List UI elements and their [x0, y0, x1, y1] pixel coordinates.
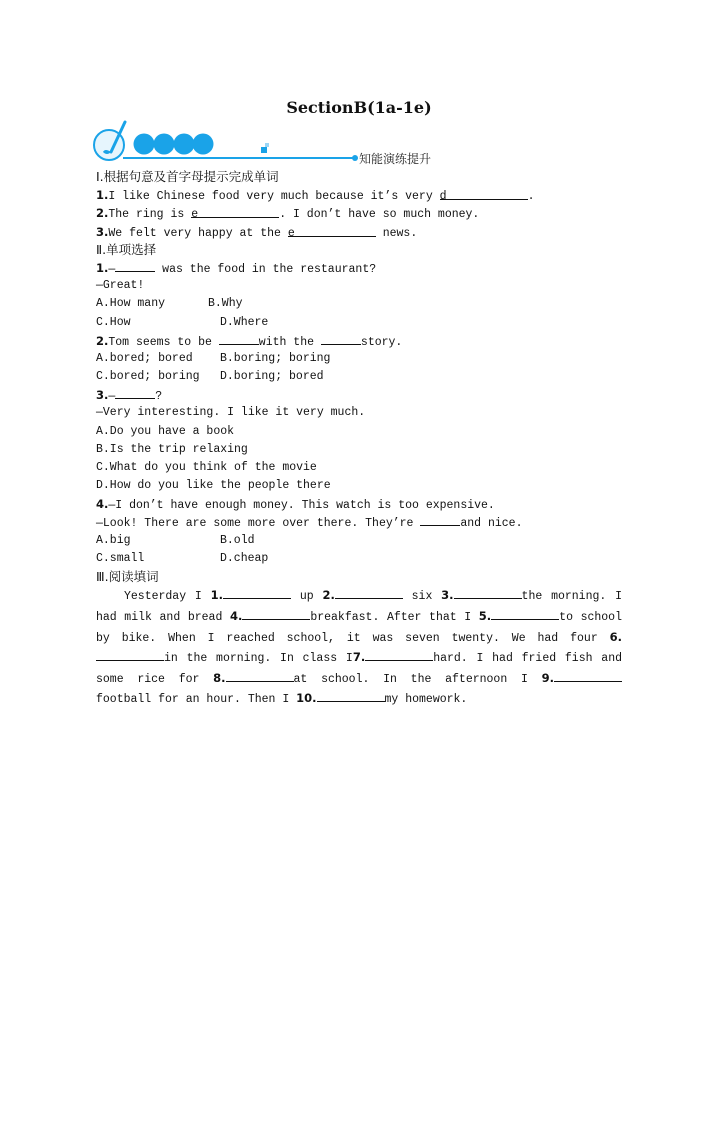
reading-paragraph: Yesterday I 1. up 2. six 3. the morning. I had milk and bread 4. breakfast. After that I 5. to school by bike. When I reached school, it was seven twenty. We had four 6.in the morning. In class I7. hard. I had fried fish and some rice for 8. at school. In the afternoon I 9. football for an hour. Then I 10. my homework. — [96, 588, 622, 707]
para-blank-5[interactable] — [491, 608, 559, 620]
para-blank-4[interactable] — [242, 608, 310, 620]
section-3-heading: Ⅲ.阅读填词 — [96, 569, 159, 585]
option-d[interactable]: D.cheap — [220, 551, 269, 565]
option-c[interactable]: C.How — [96, 315, 131, 329]
s2-q3-reply: —Very interesting. I like it very much. — [96, 406, 366, 420]
para-blank-3[interactable] — [454, 587, 522, 599]
para-blank-8[interactable] — [226, 670, 294, 682]
option-c[interactable]: C.small — [96, 551, 145, 565]
s2-q3: 3.— ? — [96, 388, 163, 404]
s2-q4-blank[interactable] — [420, 514, 460, 526]
option-a[interactable]: A.How many — [96, 297, 166, 311]
banner-dot-4 — [193, 134, 214, 155]
option-c[interactable]: C.bored; boring — [96, 370, 200, 384]
s2-q1-blank[interactable] — [115, 260, 155, 272]
option-c[interactable]: C.What do you think of the movie — [96, 461, 317, 474]
s1-blank-3[interactable]: e — [288, 225, 376, 237]
s1-item-3: 3.We felt very happy at the e news. — [96, 224, 418, 240]
s2-q2-blank-2[interactable] — [321, 333, 361, 345]
para-blank-10[interactable] — [317, 690, 385, 702]
banner-end-dot — [352, 155, 358, 161]
s2-q2: 2.Tom seems to be with the story. — [96, 333, 403, 349]
s1-blank-1[interactable]: d — [440, 188, 528, 200]
s2-q1-reply: —Great! — [96, 279, 145, 293]
worksheet-content — [96, 168, 636, 710]
s2-q2-options-cd — [96, 368, 636, 386]
para-blank-6[interactable] — [96, 649, 164, 661]
option-b[interactable]: B.Why — [208, 297, 243, 311]
banner-label: 知能演练提升 — [359, 152, 432, 166]
para-blank-1[interactable] — [223, 587, 291, 599]
s2-q2-options-ab — [96, 350, 636, 368]
s1-item-2: 2.The ring is e . I don’t have so much money. — [96, 206, 480, 222]
option-b[interactable]: B.Is the trip relaxing — [96, 442, 248, 456]
option-d[interactable]: D.How do you like the people there — [96, 479, 331, 493]
option-d[interactable]: D.boring; bored — [220, 370, 324, 384]
banner-dot-1 — [134, 134, 155, 155]
s2-q4: 4.—I don’t have enough money. This watch is too expensive. — [96, 497, 495, 513]
para-blank-2[interactable] — [335, 587, 403, 599]
banner-square-icon — [261, 147, 267, 153]
para-blank-7[interactable] — [365, 649, 433, 661]
banner-dot-2 — [154, 134, 175, 155]
s2-q4-options-ab — [96, 532, 636, 550]
s2-q3-blank[interactable] — [115, 387, 155, 399]
s2-q1-options-ab — [96, 295, 636, 313]
section-2-heading: Ⅱ.单项选择 — [96, 241, 157, 257]
option-b[interactable]: B.old — [220, 533, 255, 547]
s1-item-1: 1.I like Chinese food very much because it’s very d . — [96, 188, 535, 204]
s1-blank-2[interactable]: e — [191, 206, 279, 218]
section-1-heading: Ⅰ.根据句意及首字母提示完成单词 — [96, 169, 279, 184]
s2-q4-reply: —Look! There are some more over there. They’re and nice. — [96, 514, 636, 532]
s2-q2-blank-1[interactable] — [219, 333, 259, 345]
s2-q1: 1.— was the food in the restaurant? — [96, 260, 377, 276]
para-blank-9[interactable] — [554, 670, 622, 682]
option-a[interactable]: A.big — [96, 533, 131, 547]
page-title: SectionB(1a-1e) — [286, 98, 432, 117]
s2-q4-options-cd — [96, 550, 636, 568]
banner-dot-3 — [174, 134, 195, 155]
option-a[interactable]: A.Do you have a book — [96, 424, 235, 438]
option-b[interactable]: B.boring; boring — [220, 351, 331, 365]
option-a[interactable]: A.bored; bored — [96, 351, 193, 365]
s2-q1-options-cd — [96, 314, 636, 332]
option-d[interactable]: D.Where — [220, 315, 269, 329]
